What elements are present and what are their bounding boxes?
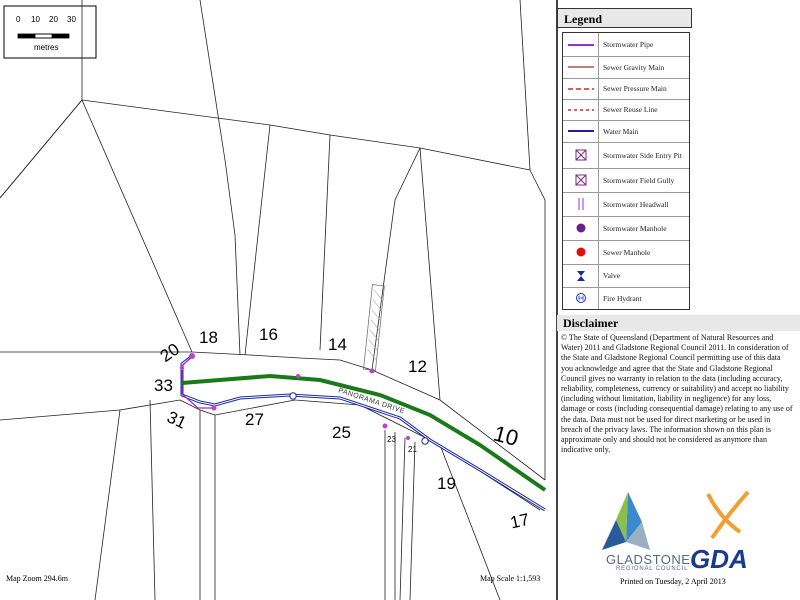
legend-item (563, 120, 689, 143)
road-centreline (182, 376, 545, 490)
legend-label: Sewer Gravity Main (603, 62, 665, 72)
scale-tick-20: 20 (49, 15, 58, 24)
legend-label: Stormwater Manhole (603, 223, 667, 233)
stormwater-pipe-line-icon (563, 33, 599, 56)
legend-label: Stormwater Pipe (603, 40, 654, 49)
map-zoom-text: Map Zoom 294.6m (6, 574, 68, 583)
legend-item (563, 142, 689, 169)
legend-label: Sewer Pressure Main (603, 84, 667, 93)
sewer-gravity-line-icon (563, 56, 599, 78)
hatched-strip (364, 285, 385, 371)
legend-label: Sewer Reuse Line (603, 105, 658, 114)
legend-box (562, 32, 690, 310)
legend-label: Stormwater Headwall (603, 199, 669, 209)
crossed-box-icon (563, 168, 599, 192)
panel-divider (556, 0, 558, 600)
lot-20: 20 (156, 339, 184, 366)
legend-item (563, 56, 689, 79)
stormwater-manhole-icon (563, 216, 599, 240)
lot-10: 10 (491, 420, 522, 452)
gda-text: GDA (690, 544, 748, 574)
valve-icon (563, 264, 599, 287)
map-scale-text: Map Scale 1:1,593 (480, 574, 541, 583)
lot-14: 14 (328, 335, 347, 354)
lot-23: 23 (387, 435, 396, 444)
lot-18: 18 (199, 328, 218, 347)
hydrant-icon (563, 287, 599, 309)
scale-tick-0: 0 (16, 15, 21, 24)
legend-item (563, 99, 689, 121)
council-sub: REGIONAL COUNCIL (616, 566, 689, 572)
sewer-pressure-dashed-line-icon (563, 78, 599, 99)
lot-12: 12 (408, 357, 427, 376)
headwall-icon (563, 192, 599, 216)
legend-title: Legend (557, 8, 692, 28)
legend-label: Water Main (603, 126, 639, 136)
scale-tick-30: 30 (67, 15, 76, 24)
street-name: PANORAMA DRIVE (337, 387, 406, 416)
council-name: GLADSTONE (606, 552, 691, 567)
lot-numbers (154, 325, 531, 532)
legend-item (563, 287, 689, 309)
logos (580, 490, 780, 590)
legend-item (563, 216, 689, 241)
legend-label: Stormwater Field Gully (603, 175, 675, 185)
lot-21: 21 (408, 445, 417, 454)
scale-unit: metres (34, 43, 59, 52)
gda-logo (708, 492, 748, 538)
gladstone-council-logo (602, 492, 650, 550)
legend-label: Fire Hydrant (603, 293, 642, 303)
lot-27: 27 (245, 410, 264, 429)
legend-item (563, 264, 689, 288)
legend-label: Sewer Manhole (603, 247, 651, 257)
disclaimer-text: © The State of Queensland (Department of Natural Resources and Water) 2011 and Gladstone Regional Council 2011. In consideration of the State and Gladstone Regional Council permitting use of this data you acknowledge and agree that the State and Gladstone Regional Council gives no warranty in relation to the data (including accuracy, reliability, completeness, currency or suitability) and accept no liability (including without limitation, liability in negligence) for any loss, damage or costs (including consequential damage) relating to any use of the data. Data must not be used for direct marketing or be used in breach of the privacy laws. The information shown on this plan is approximate only and should not be considered as anymore than indicative only. (561, 333, 793, 455)
legend-label: Stormwater Side Entry Pit (603, 150, 682, 160)
printed-date: Printed on Tuesday, 2 April 2013 (620, 577, 726, 586)
sewer-reuse-dashed-line-icon (563, 99, 599, 120)
legend-item (563, 192, 689, 217)
sewer-manhole-icon (563, 240, 599, 264)
scale-tick-10: 10 (31, 15, 40, 24)
legend-item (563, 33, 689, 57)
disclaimer-title: Disclaimer (557, 315, 800, 331)
lot-33: 33 (154, 376, 173, 395)
lot-25: 25 (332, 423, 351, 442)
legend-item (563, 78, 689, 100)
lot-16: 16 (259, 325, 278, 344)
lot-17: 17 (508, 509, 531, 533)
legend-label: Valve (603, 271, 621, 280)
lot-31: 31 (164, 407, 190, 433)
legend-item (563, 240, 689, 265)
lot-19: 19 (437, 474, 456, 493)
crossed-box-icon (563, 142, 599, 168)
legend-item (563, 168, 689, 193)
water-main-line-icon (563, 120, 599, 142)
